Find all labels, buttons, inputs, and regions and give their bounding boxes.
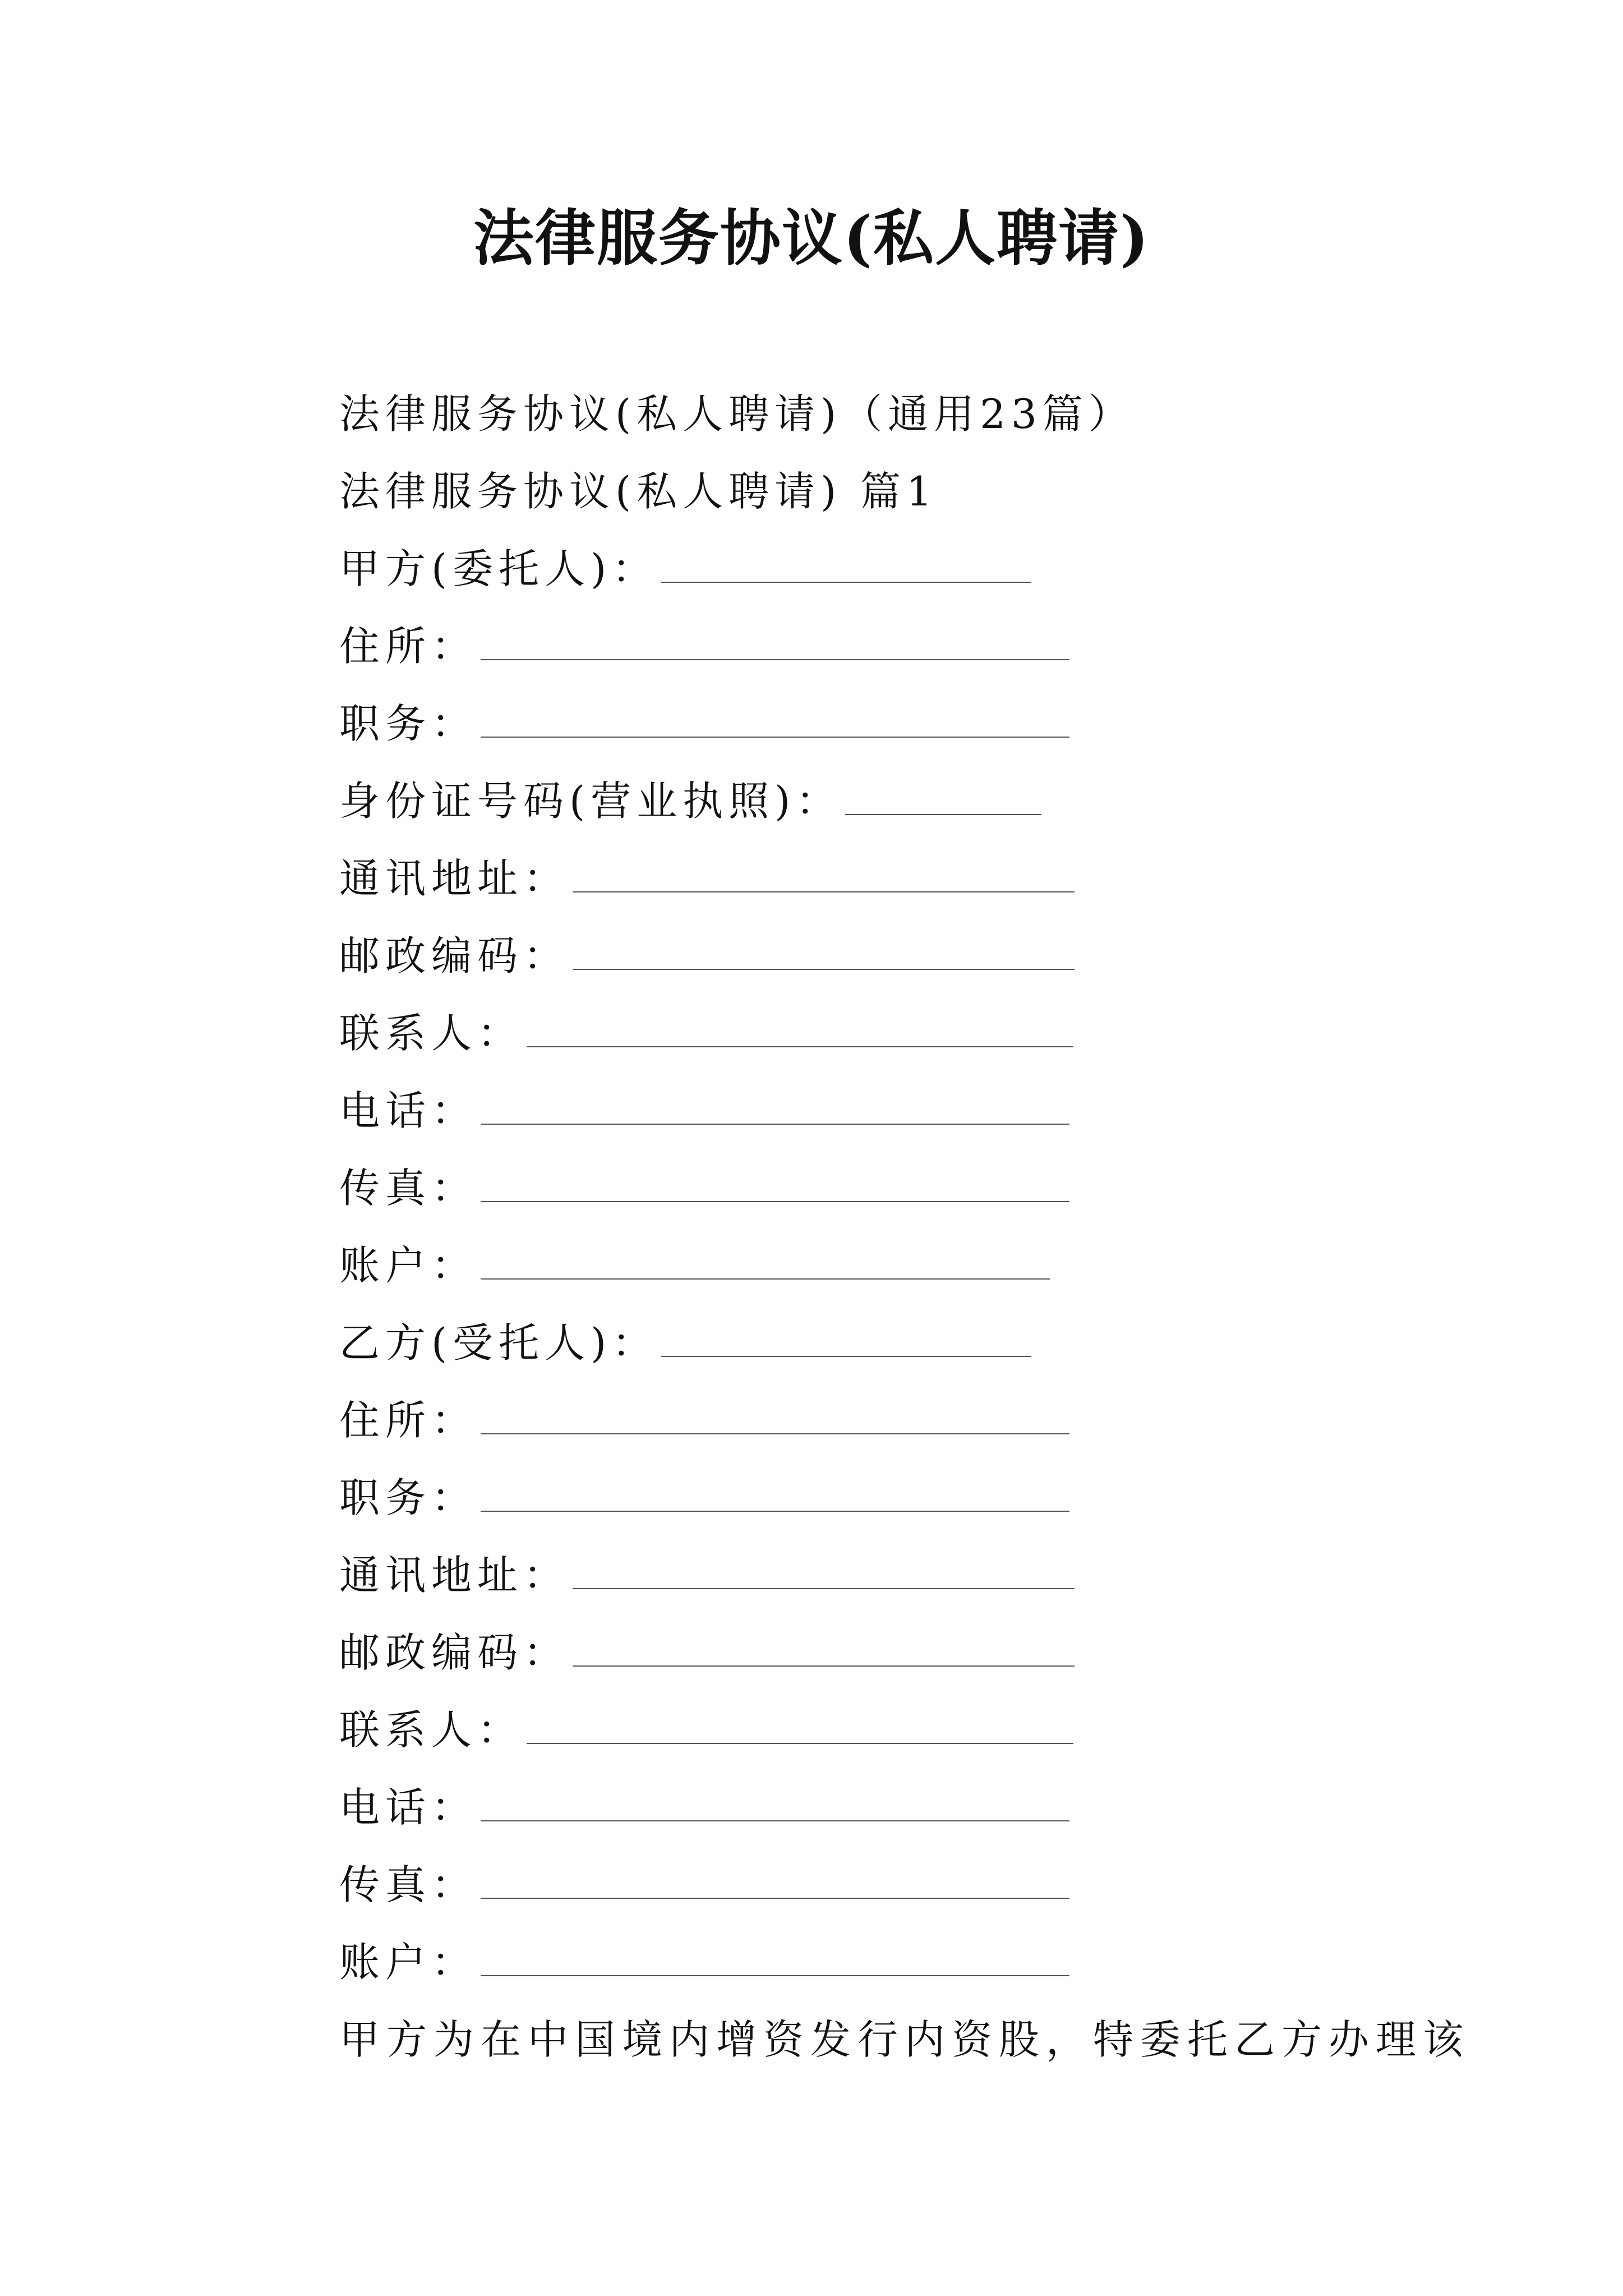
field-blank [481, 1200, 1069, 1202]
party-b-heading-field [339, 1316, 1031, 1370]
body-paragraph: 甲方为在中国境内增资发行内资股，特委托乙方办理该 [339, 2016, 1470, 2063]
party-a-id-field [339, 774, 1041, 828]
field-blank [481, 1433, 1069, 1434]
party-a-residence-field [339, 619, 1069, 673]
party-b-account-field [339, 1935, 1069, 1989]
field-blank [527, 1742, 1073, 1744]
field-blank [845, 813, 1041, 815]
field-label: 联系人： [339, 1706, 524, 1754]
party-b-postcode-field [339, 1626, 1075, 1680]
party-a-account-field [339, 1239, 1050, 1292]
party-a-heading-field [339, 542, 1031, 596]
field-blank [481, 1975, 1069, 1976]
field-blank [573, 891, 1075, 892]
party-a-name-blank [661, 581, 1031, 583]
party-b-fax-field [339, 1858, 1069, 1912]
party-b-name-blank [661, 1355, 1031, 1357]
field-blank [527, 1046, 1073, 1047]
field-blank [481, 1510, 1069, 1512]
field-label: 通讯地址： [339, 855, 570, 902]
field-label: 传真： [339, 1165, 478, 1212]
field-blank [573, 968, 1075, 970]
party-b-position-field [339, 1471, 1069, 1525]
field-label: 住所： [339, 623, 478, 670]
document-title: 法律服务协议(私人聘请) [473, 203, 1150, 274]
party-b-address-field [339, 1548, 1075, 1602]
party-a-heading: 甲方(委托人)： [339, 545, 658, 592]
field-blank [481, 1820, 1069, 1821]
field-blank [481, 659, 1069, 660]
party-b-residence-field [339, 1393, 1069, 1447]
field-label: 职务： [339, 1474, 478, 1521]
field-blank [481, 736, 1069, 738]
section-heading: 法律服务协议(私人聘请) 篇1 [339, 468, 938, 515]
field-label: 邮政编码： [339, 932, 570, 979]
field-label: 住所： [339, 1397, 478, 1444]
field-blank [481, 1278, 1050, 1280]
field-label: 联系人： [339, 1010, 524, 1057]
party-a-contact-field [339, 1006, 1073, 1060]
field-label: 账户： [339, 1242, 478, 1289]
party-a-fax-field [339, 1161, 1069, 1215]
field-blank [573, 1665, 1075, 1667]
field-label: 账户： [339, 1939, 478, 1986]
field-blank [573, 1588, 1075, 1589]
document-subtitle: 法律服务协议(私人聘请)（通用23篇） [339, 390, 1135, 438]
party-a-postcode-field [339, 929, 1075, 983]
field-label: 传真： [339, 1861, 478, 1908]
field-blank [481, 1897, 1069, 1899]
field-blank [481, 1123, 1069, 1125]
field-label: 电话： [339, 1087, 478, 1134]
party-b-heading: 乙方(受托人)： [339, 1319, 658, 1366]
party-a-position-field [339, 697, 1069, 751]
field-label: 通讯地址： [339, 1552, 570, 1599]
party-b-phone-field [339, 1780, 1069, 1834]
party-a-phone-field [339, 1084, 1069, 1138]
field-label: 职务： [339, 700, 478, 747]
party-b-contact-field [339, 1703, 1073, 1757]
party-a-address-field [339, 852, 1075, 905]
field-label: 身份证号码(营业执照)： [339, 777, 842, 825]
field-label: 电话： [339, 1784, 478, 1831]
field-label: 邮政编码： [339, 1629, 570, 1676]
